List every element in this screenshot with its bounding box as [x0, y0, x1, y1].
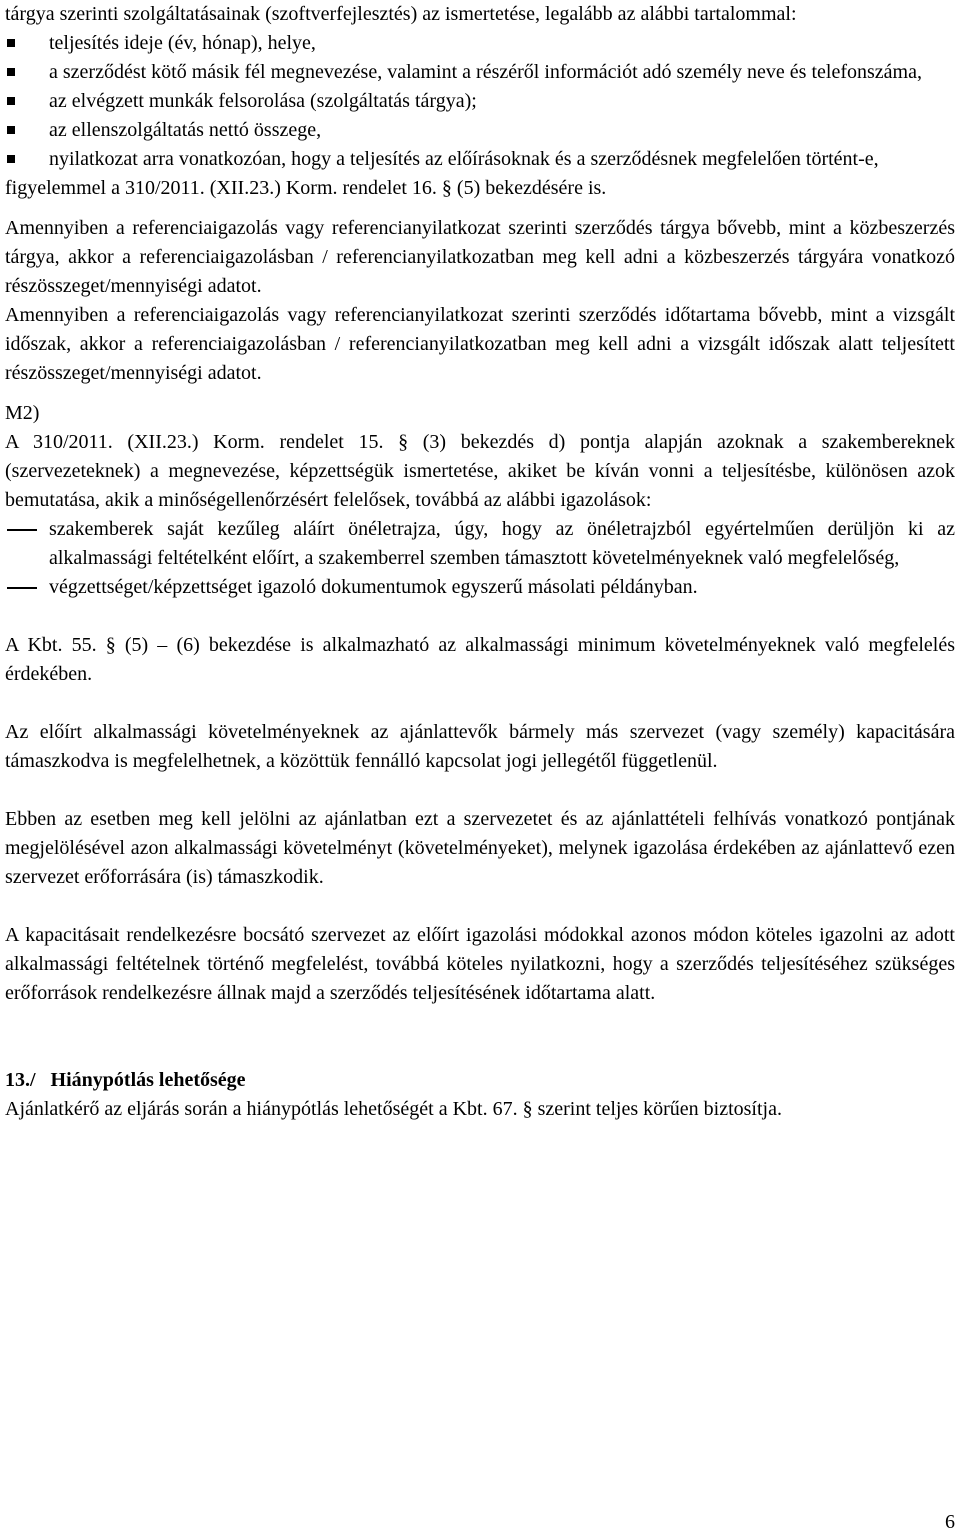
bullet-item: az ellenszolgáltatás nettó összege, — [5, 116, 955, 145]
bullet-item: nyilatkozat arra vonatkozóan, hogy a teljesítés az előírásoknak és a szerződésnek megfelelően történt-e, — [5, 145, 955, 174]
intro-text: tárgya szerinti szolgáltatásainak (szoftverfejlesztés) az ismertetése, legalább az alábbi tartalommal: — [5, 3, 797, 25]
bullet-item: a szerződést kötő másik fél megnevezése, valamint a részéről információt adó személy neve és telefonszáma, — [5, 58, 955, 87]
square-bullet-icon — [7, 39, 15, 47]
paragraph-capacity: Az előírt alkalmassági követelményeknek az ajánlattevők bármely más szervezet (vagy személy) kapacitására támaszkodva is megfelelhetnek, a közöttük fennálló kapcsolat jogi jellegétől függetlenül. — [5, 721, 955, 772]
intro-closing: figyelemmel a 310/2011. (XII.23.) Korm. rendelet 16. § (5) bekezdésére is. — [5, 177, 607, 199]
dash-item: szakemberek saját kezűleg aláírt önéletrajza, úgy, hogy az önéletrajzból egyértelműen derüljön ki az alkalmassági feltételként előírt, a szakemberrel szemben támasztott követelményeknek való megfelelőség, — [5, 515, 955, 573]
section-heading: 13./ Hiánypótlás lehetősége — [5, 1069, 246, 1091]
paragraph-scope: Amennyiben a referenciaigazolás vagy referencianyilatkozat szerinti szerződés tárgya bővebb, mint a közbeszerzés tárgya, akkor a referenciaigazolásban / referencianyilatkozatban meg kell adni a közbeszerzés tárgyára vonatkozó részösszeget/mennyiségi adatot. — [5, 217, 955, 297]
paragraph-indicate: Ebben az esetben meg kell jelölni az ajánlatban ezt a szervezetet és az ajánlattételi felhívás vonatkozó pontjának megjelölésével azon alkalmassági követelményt (követelményeket), melynek igazolása érdekében az ajánlattevő ezen szervezet erőforrására (is) támaszkodik. — [5, 808, 955, 888]
square-bullet-icon — [7, 97, 15, 105]
section-text: Ajánlatkérő az eljárás során a hiánypótlás lehetőségét a Kbt. 67. § szerint teljes körűen biztosítja. — [5, 1098, 782, 1120]
paragraph-kbt: A Kbt. 55. § (5) – (6) bekezdése is alkalmazható az alkalmassági minimum követelményeknek való megfelelés érdekében. — [5, 634, 955, 685]
dash-item: végzettséget/képzettséget igazoló dokumentumok egyszerű másolati példányban. — [5, 573, 955, 602]
page-number: 6 — [945, 1511, 955, 1533]
m2-text: A 310/2011. (XII.23.) Korm. rendelet 15. § (3) bekezdés d) pontja alapján azoknak a szakembereknek (szervezeteknek) a megnevezése, képzettségük ismertetése, akiket be kíván vonni a teljesítésbe, különösen azok bemutatása, akik a minőségellenőrzésért felelősek, továbbá az alábbi igazolások: — [5, 431, 955, 511]
paragraph-duration: Amennyiben a referenciaigazolás vagy referencianyilatkozat szerinti szerződés időtartama bővebb, mint a vizsgált időszak, akkor a referenciaigazolásban / referencianyilatkozatban meg kell adni a vizsgált időszak alatt teljesített részösszeget/mennyiségi adatot. — [5, 304, 955, 384]
square-bullet-icon — [7, 155, 15, 163]
square-bullet-icon — [7, 126, 15, 134]
bullet-item: teljesítés ideje (év, hónap), helye, — [5, 29, 955, 58]
dash-bullet-icon — [7, 529, 37, 531]
paragraph-provider: A kapacitásait rendelkezésre bocsátó szervezet az előírt igazolási módokkal azonos módon köteles igazolni az adott alkalmassági feltételnek történő megfelelést, továbbá köteles nyilatkozni, hogy a szerződés teljesítéséhez szükséges erőforrások rendelkezésre állnak majd a szerződés teljesítésének időtartama alatt. — [5, 924, 955, 1004]
square-bullet-icon — [7, 68, 15, 76]
document-page — [5, 0, 955, 1124]
bullet-item: az elvégzett munkák felsorolása (szolgáltatás tárgya); — [5, 87, 955, 116]
dash-bullet-icon — [7, 587, 37, 589]
m2-label: M2) — [5, 402, 40, 424]
